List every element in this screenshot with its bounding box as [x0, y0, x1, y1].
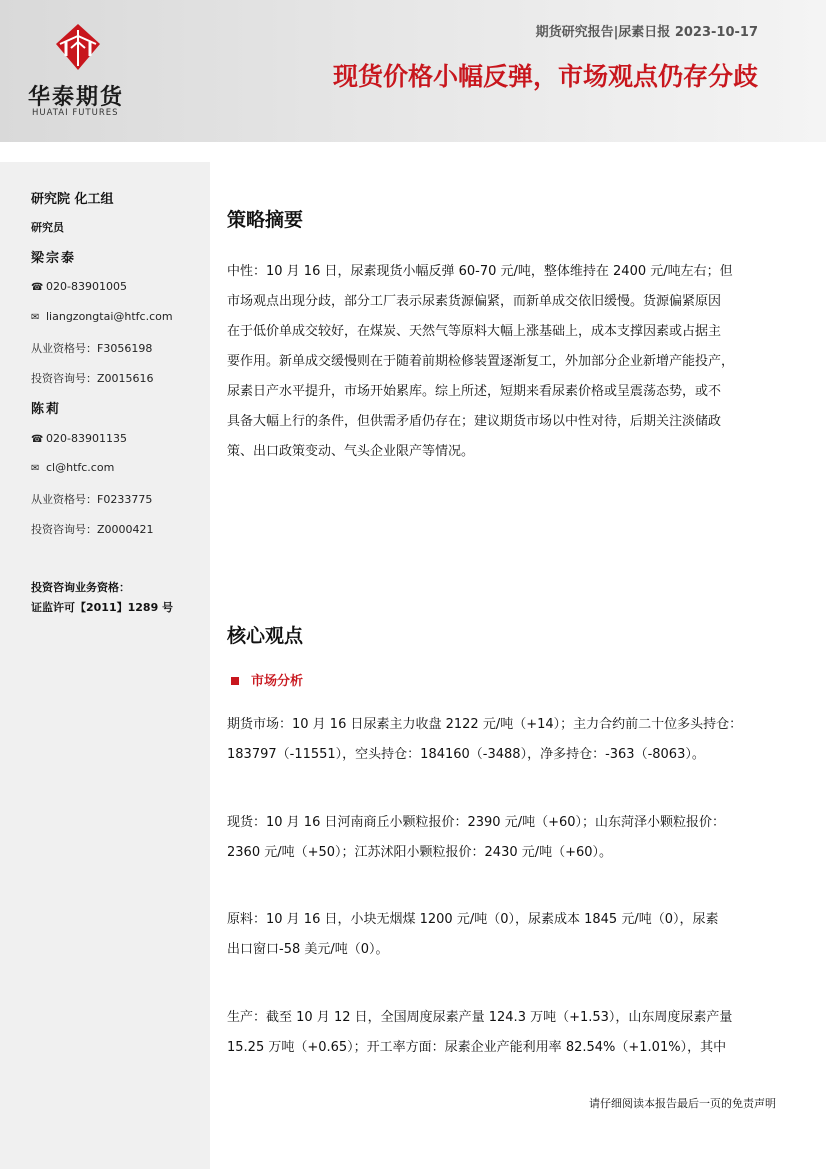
- text-line: 生产：截至 10 月 12 日，全国周度尿素产量 124.3 万吨（+1.53），山东周度尿素产量: [227, 1010, 733, 1025]
- text-line: 具备大幅上行的条件，但供需矛盾仍存在；建议期货市场以中性对待，后期关注淡储政: [227, 414, 722, 429]
- phone-icon: ☎: [31, 434, 44, 445]
- spot-paragraph: [227, 808, 787, 868]
- text-line: 出口窗口-58 美元/吨（0）。: [227, 942, 389, 957]
- report-meta: 期货研究报告|尿素日报 2023-10-17: [535, 25, 758, 40]
- text-line: 市场观点出现分歧，部分工厂表示尿素货源偏紧，而新单成交依旧缓慢。货源偏紧原因: [227, 294, 722, 309]
- analyst-license: 从业资格号：F0233775: [31, 493, 153, 506]
- analyst-email[interactable]: ✉ cl@htfc.com: [31, 461, 115, 474]
- text-line: 183797（-11551），空头持仓：184160（-3488），净多持仓：-363（-8063）。: [227, 747, 705, 762]
- email-icon: ✉: [31, 312, 40, 323]
- text-line: 策、出口政策变动、气头企业限产等情况。: [227, 444, 475, 459]
- department: 研究院 化工组: [31, 192, 114, 207]
- text-line: 中性：10 月 16 日，尿素现货小幅反弹 60-70 元/吨，整体维持在 2400 元/吨左右；但: [227, 264, 733, 279]
- report-header: [0, 0, 826, 142]
- text-line: 原料：10 月 16 日，小块无烟煤 1200 元/吨（0），尿素成本 1845 元/吨（0），尿素: [227, 912, 719, 927]
- analyst-phone: ☎ 020-83901135: [31, 432, 127, 445]
- production-paragraph: [227, 1003, 787, 1063]
- analyst-advisory: 投资咨询号：Z0000421: [31, 523, 154, 536]
- analyst-phone: ☎ 020-83901005: [31, 280, 127, 293]
- logo-chinese-name: 华泰期货: [28, 85, 125, 110]
- analyst-license: 从业资格号：F3056198: [31, 342, 153, 355]
- report-title: 现货价格小幅反弹，市场观点仍存分歧: [332, 62, 758, 91]
- qualification-value: 证监许可【2011】1289 号: [31, 601, 174, 614]
- huatai-logo-icon: [54, 22, 102, 72]
- futures-paragraph: [227, 710, 787, 770]
- text-line: 15.25 万吨（+0.65）；开工率方面：尿素企业产能利用率 82.54%（+1.01%），其中: [227, 1040, 727, 1055]
- bullet-square-icon: [231, 677, 239, 685]
- strategy-heading: 策略摘要: [227, 209, 304, 231]
- text-line: 要作用。新单成交缓慢则在于随着前期检修装置逐渐复工，外加部分企业新增产能投产，: [227, 354, 735, 369]
- analyst-advisory: 投资咨询号：Z0015616: [31, 372, 154, 385]
- text-line: 现货：10 月 16 日河南商丘小颗粒报价：2390 元/吨（+60）；山东菏泽小颗粒报价：: [227, 815, 726, 830]
- email-icon: ✉: [31, 463, 40, 474]
- analyst-name: 梁宗泰: [31, 251, 77, 266]
- qualification-title: 投资咨询业务资格：: [31, 581, 130, 594]
- raw-material-paragraph: [227, 905, 787, 965]
- phone-icon: ☎: [31, 282, 44, 293]
- text-line: 期货市场：10 月 16 日尿素主力收盘 2122 元/吨（+14）；主力合约前二十位多头持仓：: [227, 717, 743, 732]
- core-heading: 核心观点: [227, 625, 304, 647]
- analyst-email[interactable]: ✉ liangzongtai@htfc.com: [31, 310, 173, 323]
- strategy-summary: [227, 257, 787, 467]
- text-line: 在于低价单成交较好，在煤炭、天然气等原料大幅上涨基础上，成本支撑因素或占据主: [227, 324, 722, 339]
- disclaimer-note: 请仔细阅读本报告最后一页的免责声明: [589, 1097, 776, 1110]
- market-analysis-title: 市场分析: [227, 670, 787, 689]
- analyst-name: 陈莉: [31, 402, 62, 417]
- analyst-role: 研究员: [31, 221, 64, 234]
- text-line: 尿素日产水平提升，市场开始累库。综上所述，短期来看尿素价格或呈震荡态势，或不: [227, 384, 722, 399]
- logo-english-name: HUATAI FUTURES: [32, 108, 119, 118]
- text-line: 2360 元/吨（+50）；江苏沭阳小颗粒报价：2430 元/吨（+60）。: [227, 845, 613, 860]
